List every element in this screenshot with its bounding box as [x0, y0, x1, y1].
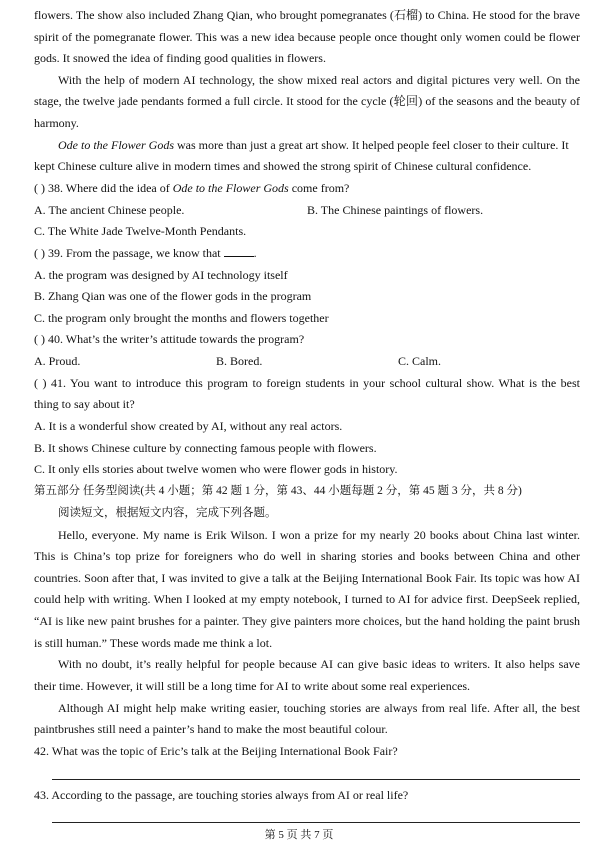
q38-option-b[interactable]: B. The Chinese paintings of flowers.: [307, 203, 484, 217]
question-41-stem: thing to say about it?: [34, 397, 135, 411]
q39-option-b[interactable]: B. Zhang Qian was one of the flower gods in the program: [34, 289, 312, 303]
passage-line: Hello, everyone. My name is Erik Wilson. I won a prize for my nearly 20 books about China last winter.: [58, 528, 580, 542]
program-title: Ode to the Flower Gods: [58, 138, 174, 152]
q41-option-a[interactable]: A. It is a wonderful show created by AI, without any real actors.: [34, 419, 343, 433]
section-heading: 第五部分 任务型阅读(共 4 小题；第 42 题 1 分，第 43、44 小题每题 2 分，第 45 题 3 分，共 8 分): [34, 485, 522, 497]
question-43-stem: 43. According to the passage, are touching stories always from AI or real life?: [34, 788, 409, 802]
q38-option-c[interactable]: C. The White Jade Twelve-Month Pendants.: [34, 224, 247, 238]
q41-option-b[interactable]: B. It shows Chinese culture by connecting famous people with flowers.: [34, 441, 377, 455]
passage-text: was more than just a great art show. It helped people feel closer to their culture. It: [174, 138, 569, 152]
question-text: ( ) 38. Where did the idea of: [34, 181, 173, 195]
passage-line: With no doubt, it’s really helpful for people because AI can give basic ideas to writers. It also helps save: [58, 657, 580, 671]
question-text: come from?: [288, 181, 350, 195]
passage-line: countries. Soon after that, I was invited to give a talk at the Beijing International Book Fair. Its topic was how AI: [34, 571, 580, 585]
answer-line-42[interactable]: [52, 779, 580, 780]
passage-line: “AI is like new paint brushes for a painter. They give painters more choices, but the hand holding the paint brush: [34, 614, 580, 628]
passage-line: kept Chinese culture alive in modern times and showed the strong spirit of Chinese cultural confidence.: [34, 159, 532, 173]
passage-line: stage, the twelve jade pendants formed a full circle. It stood for the cycle (轮回) of the seasons and the beauty of: [34, 94, 580, 108]
page-number: 第 5 页 共 7 页: [264, 829, 334, 841]
passage-line: their time. However, it will still be a long time for AI to write about some real experiences.: [34, 679, 471, 693]
program-title: Ode to the Flower Gods: [172, 181, 289, 195]
passage-line: harmony.: [34, 116, 79, 130]
q41-option-c[interactable]: C. It only ells stories about twelve women who were flower gods in history.: [34, 462, 398, 476]
passage-line: Although AI might help make writing easier, touching stories are always from real life. After all, the best: [58, 701, 580, 715]
passage-line: is still human.” These words made me think a lot.: [34, 636, 273, 650]
q40-option-c[interactable]: C. Calm.: [398, 354, 442, 368]
passage-line: paintbrushes still need a painter’s hand to make the most beautiful colour.: [34, 722, 388, 736]
q40-option-b[interactable]: B. Bored.: [216, 354, 263, 368]
q40-option-a[interactable]: A. Proud.: [34, 354, 81, 368]
question-38-stem: [34, 181, 580, 195]
passage-line: spirit of the pomegranate flower. This was a new idea because people once thought only women could be flower: [34, 30, 580, 44]
question-text: ( ) 39. From the passage, we know that: [34, 246, 221, 260]
q39-option-a[interactable]: A. the program was designed by AI technology itself: [34, 268, 288, 282]
passage-line: could help with writing. When I looked at my empty notebook, I turned to AI for advice first. DeepSeek replied,: [34, 592, 580, 606]
answer-blank[interactable]: [224, 246, 254, 257]
answer-line-43[interactable]: [52, 822, 580, 823]
passage-line: flowers. The show also included Zhang Qian, who brought pomegranates (石榴) to China. He stood for the brave: [34, 8, 580, 22]
question-39-stem: [34, 246, 580, 260]
q38-option-a[interactable]: A. The ancient Chinese people.: [34, 203, 185, 217]
question-text: .: [253, 246, 257, 260]
passage-line: This is China’s top prize for foreigners who do well in sharing stories and books between China and other: [34, 549, 580, 563]
question-42-stem: 42. What was the topic of Eric’s talk at the Beijing International Book Fair?: [34, 744, 398, 758]
question-40-stem: ( ) 40. What’s the writer’s attitude towards the program?: [34, 332, 305, 346]
question-41-stem: ( ) 41. You want to introduce this program to foreign students in your school cultural show. What is the best: [34, 376, 580, 390]
section-instruction: 阅读短文，根据短文内容，完成下列各题。: [58, 507, 277, 519]
passage-line: With the help of modern AI technology, the show mixed real actors and digital pictures very well. On the: [58, 73, 580, 87]
passage-line: gods. It snowed the idea of finding good qualities in flowers.: [34, 51, 326, 65]
q39-option-c[interactable]: C. the program only brought the months and flowers together: [34, 311, 329, 325]
passage-line: [58, 138, 580, 152]
